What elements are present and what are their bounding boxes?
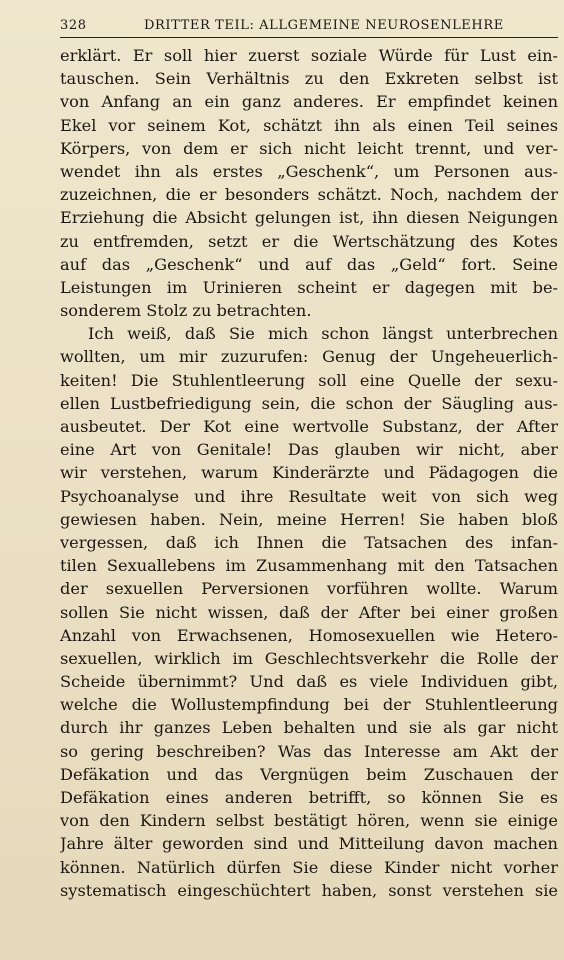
text-line: von Anfang an ein ganz anderes. Er empfindet keinen [60, 92, 558, 112]
text-line: tauschen. Sein Verhältnis zu den Exkreten selbst ist [60, 69, 558, 89]
text-line: vergessen, daß ich Ihnen die Tatsachen des infan- [60, 532, 558, 552]
text-line: zuzeichnen, die er besonders schätzt. Noch, nachdem der [60, 185, 558, 205]
text-line: tilen Sexuallebens im Zusammenhang mit den Tatsachen [60, 556, 558, 576]
text-line: von den Kindern selbst bestätigt hören, wenn sie einige [60, 811, 558, 831]
text-line: Anzahl von Erwachsenen, Homosexuellen wie Hetero- [60, 625, 558, 645]
text-line: Ich weiß, daß Sie mich schon längst unterbrechen [88, 324, 558, 344]
text-line: Erziehung die Absicht gelungen ist, ihn diesen Neigungen [60, 208, 558, 228]
text-line: Jahre älter geworden sind und Mitteilung davon machen [60, 834, 558, 854]
text-line: so gering beschreiben? Was das Interesse am Akt der [60, 741, 558, 761]
text-line: ausbeutet. Der Kot eine wertvolle Substanz, der After [60, 417, 558, 436]
text-line: der sexuellen Perversionen vorführen wollte. Warum [60, 579, 558, 599]
text-line: Leistungen im Urinieren scheint er dagegen mit be- [60, 277, 558, 297]
text-line: wir verstehen, warum Kinderärzte und Pädagogen die [60, 463, 558, 483]
text-line: auf das „Geschenk“ und auf das „Geld“ fort. Seine [60, 254, 558, 274]
text-line: Defäkation und das Vergnügen beim Zuschauen der [60, 764, 558, 784]
text-line: Körpers, von dem er sich nicht leicht trennt, und ver- [60, 138, 558, 158]
text-line: Ekel vor seinem Kot, schätzt ihn als einen Teil seines [60, 115, 558, 135]
header-rule [60, 37, 558, 38]
text-line: sollen Sie nicht wissen, daß der After bei einer großen [60, 602, 558, 622]
text-line: welche die Wollustempfindung bei der Stuhlentleerung [60, 695, 558, 715]
text-line: zu entfremden, setzt er die Wertschätzung des Kotes [60, 231, 558, 251]
text-line: wollten, um mir zuzurufen: Genug der Ungeheuerlich- [60, 347, 558, 367]
text-line: keiten! Die Stuhlentleerung soll eine Quelle der sexu- [60, 370, 558, 390]
body-text [60, 44, 558, 902]
page-number: 328 [60, 18, 87, 33]
text-line: sexuellen, wirklich im Geschlechtsverkehr die Rolle der [60, 648, 558, 668]
text-line: wendet ihn als erstes „Geschenk“, um Personen aus- [60, 161, 558, 181]
text-line: können. Natürlich dürfen Sie diese Kinder nicht vorher [60, 857, 558, 877]
text-line: Defäkation eines anderen betrifft, so können Sie es [60, 788, 558, 807]
text-line: erklärt. Er soll hier zuerst soziale Würde für Lust ein- [60, 46, 558, 65]
text-line: systematisch eingeschüchtert haben, sonst verstehen sie [60, 880, 558, 900]
text-line: ellen Lustbefriedigung sein, die schon der Säugling aus- [60, 393, 558, 413]
text-line: gewiesen haben. Nein, meine Herren! Sie haben bloß [60, 509, 558, 529]
text-line: sonderem Stolz zu betrachten. [60, 301, 312, 321]
text-line: durch ihr ganzes Leben behalten und sie als gar nicht [60, 718, 558, 738]
text-line: eine Art von Genitale! Das glauben wir nicht, aber [60, 440, 558, 460]
text-line: Scheide übernimmt? Und daß es viele Individuen gibt, [60, 672, 558, 692]
running-head: DRITTER TEIL: ALLGEMEINE NEUROSENLEHRE [144, 18, 504, 33]
text-line: Psychoanalyse und ihre Resultate weit von sich weg [60, 486, 558, 506]
